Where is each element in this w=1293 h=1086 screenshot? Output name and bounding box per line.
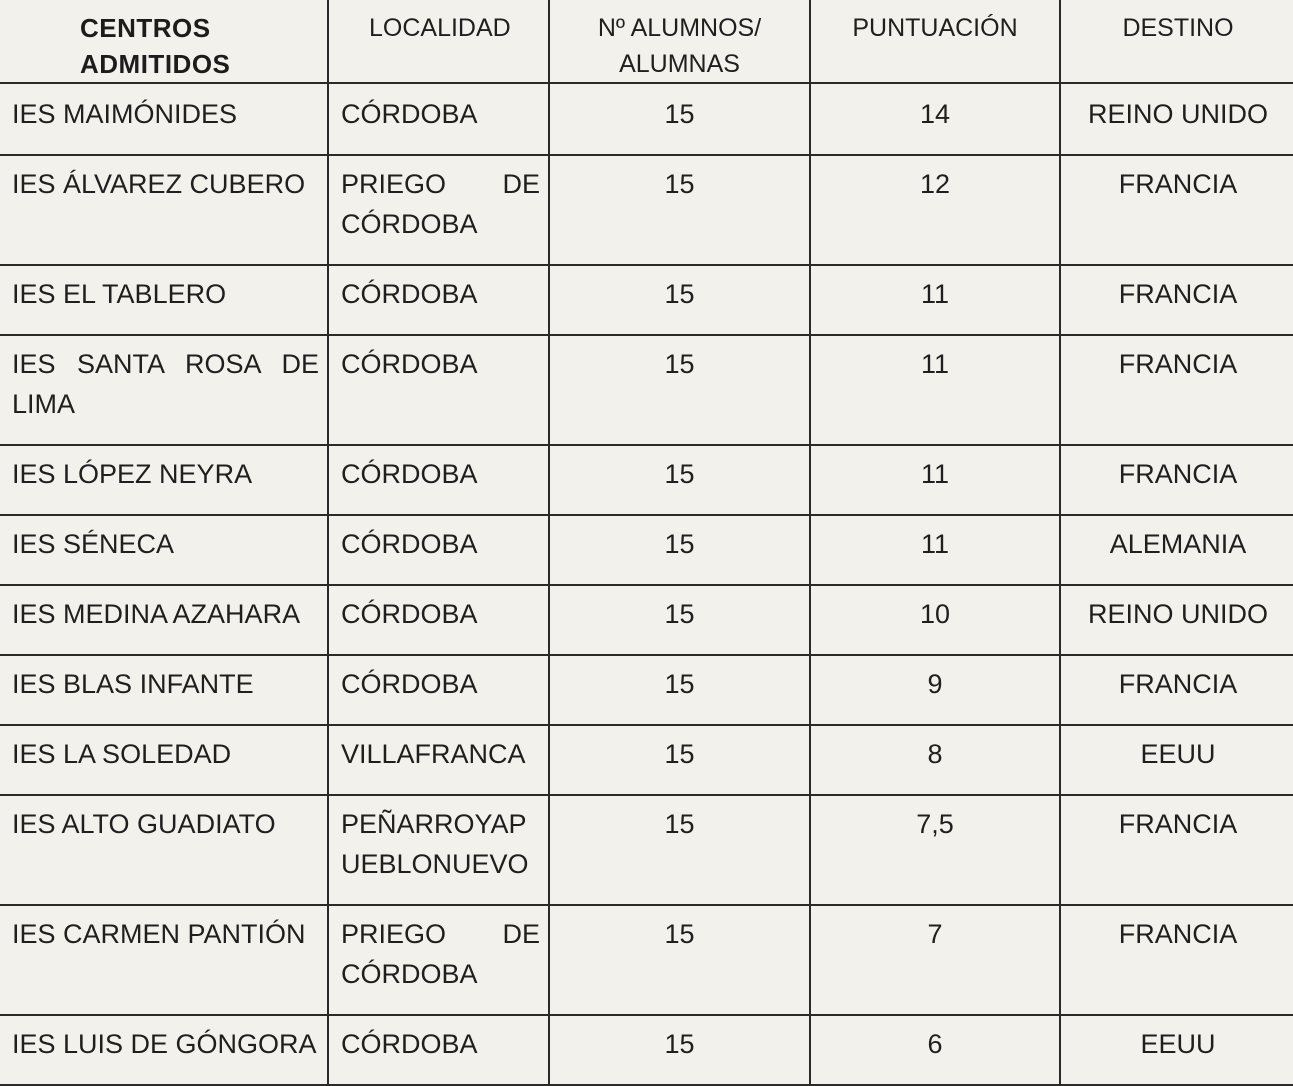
cell-alumnos: 15 <box>549 655 810 725</box>
cell-destino: FRANCIA <box>1060 335 1293 445</box>
table-row <box>0 655 1293 725</box>
cell-puntuacion: 7 <box>810 905 1060 1015</box>
cell-destino: FRANCIA <box>1060 795 1293 905</box>
cell-centro: IES ÁLVAREZ CUBERO <box>0 155 328 265</box>
cell-alumnos: 15 <box>549 905 810 1015</box>
cell-localidad: PRIEGO DE CÓRDOBA <box>328 905 549 1015</box>
table-row <box>0 335 1293 445</box>
cell-destino: REINO UNIDO <box>1060 83 1293 155</box>
cell-localidad: VILLAFRANCA <box>328 725 549 795</box>
header-destino: DESTINO <box>1060 0 1293 83</box>
cell-alumnos: 15 <box>549 725 810 795</box>
cell-alumnos: 15 <box>549 445 810 515</box>
cell-centro: IES CARMEN PANTIÓN <box>0 905 328 1015</box>
table-row <box>0 515 1293 585</box>
cell-destino: FRANCIA <box>1060 905 1293 1015</box>
cell-localidad: CÓRDOBA <box>328 515 549 585</box>
cell-centro: IES SÉNECA <box>0 515 328 585</box>
cell-centro: IES EL TABLERO <box>0 265 328 335</box>
table-row <box>0 83 1293 155</box>
cell-centro: IES SANTA ROSA DE LIMA <box>0 335 328 445</box>
cell-destino: REINO UNIDO <box>1060 585 1293 655</box>
cell-destino: FRANCIA <box>1060 445 1293 515</box>
cell-alumnos: 15 <box>549 265 810 335</box>
cell-centro: IES LA SOLEDAD <box>0 725 328 795</box>
table-row <box>0 905 1293 1015</box>
cell-puntuacion: 11 <box>810 445 1060 515</box>
cell-destino: FRANCIA <box>1060 265 1293 335</box>
cell-destino: FRANCIA <box>1060 655 1293 725</box>
cell-centro: IES BLAS INFANTE <box>0 655 328 725</box>
cell-localidad: PEÑARROYAPUEBLONUEVO <box>328 795 549 905</box>
cell-centro: IES MEDINA AZAHARA <box>0 585 328 655</box>
cell-puntuacion: 11 <box>810 335 1060 445</box>
cell-alumnos: 15 <box>549 1015 810 1085</box>
cell-puntuacion: 10 <box>810 585 1060 655</box>
table-row <box>0 725 1293 795</box>
cell-puntuacion: 6 <box>810 1015 1060 1085</box>
cell-centro: IES LÓPEZ NEYRA <box>0 445 328 515</box>
cell-puntuacion: 11 <box>810 265 1060 335</box>
cell-alumnos: 15 <box>549 83 810 155</box>
cell-alumnos: 15 <box>549 515 810 585</box>
header-row <box>0 0 1293 83</box>
cell-localidad: CÓRDOBA <box>328 335 549 445</box>
cell-puntuacion: 12 <box>810 155 1060 265</box>
table-row <box>0 585 1293 655</box>
cell-localidad: CÓRDOBA <box>328 1015 549 1085</box>
cell-puntuacion: 11 <box>810 515 1060 585</box>
cell-localidad: CÓRDOBA <box>328 445 549 515</box>
cell-localidad: PRIEGO DE CÓRDOBA <box>328 155 549 265</box>
table-row <box>0 1015 1293 1085</box>
header-alumnos: Nº ALUMNOS/ ALUMNAS <box>549 0 810 83</box>
cell-destino: EEUU <box>1060 1015 1293 1085</box>
table-row <box>0 155 1293 265</box>
cell-alumnos: 15 <box>549 585 810 655</box>
cell-puntuacion: 9 <box>810 655 1060 725</box>
cell-destino: EEUU <box>1060 725 1293 795</box>
table-row <box>0 795 1293 905</box>
cell-centro: IES LUIS DE GÓNGORA <box>0 1015 328 1085</box>
cell-centro: IES MAIMÓNIDES <box>0 83 328 155</box>
cell-alumnos: 15 <box>549 335 810 445</box>
cell-destino: FRANCIA <box>1060 155 1293 265</box>
cell-puntuacion: 7,5 <box>810 795 1060 905</box>
header-puntuacion: PUNTUACIÓN <box>810 0 1060 83</box>
cell-localidad: CÓRDOBA <box>328 265 549 335</box>
cell-alumnos: 15 <box>549 155 810 265</box>
table-row <box>0 265 1293 335</box>
cell-puntuacion: 8 <box>810 725 1060 795</box>
cell-centro: IES ALTO GUADIATO <box>0 795 328 905</box>
cell-localidad: CÓRDOBA <box>328 585 549 655</box>
header-localidad: LOCALIDAD <box>328 0 549 83</box>
cell-localidad: CÓRDOBA <box>328 655 549 725</box>
cell-alumnos: 15 <box>549 795 810 905</box>
cell-localidad: CÓRDOBA <box>328 83 549 155</box>
header-centros: CENTROS ADMITIDOS <box>0 0 328 83</box>
cell-puntuacion: 14 <box>810 83 1060 155</box>
cell-destino: ALEMANIA <box>1060 515 1293 585</box>
table-row <box>0 445 1293 515</box>
